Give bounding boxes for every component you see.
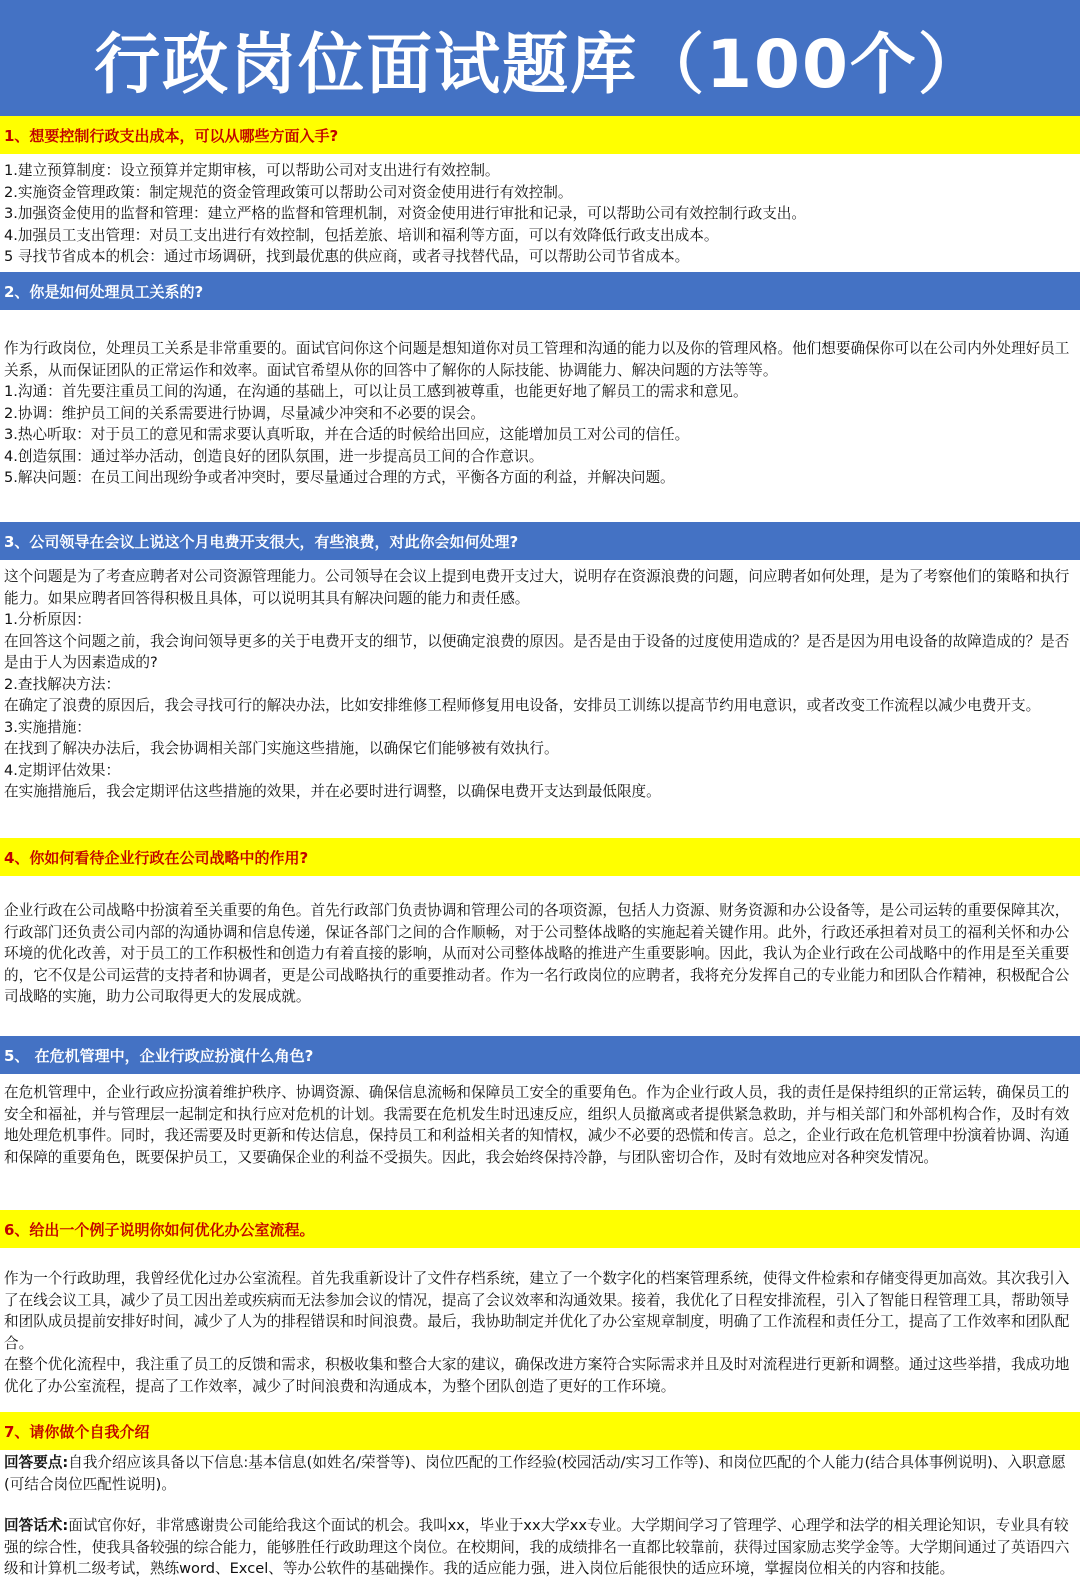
answer-line: 在整个优化流程中，我注重了员工的反馈和需求，积极收集和整合大家的建议，确保改进方案符合实际需求并且及时对流程进行更新和调整。通过这些举措，我成功地优化了办公室流程，提高了工作效率，减少了时间浪费和沟通成本，为整个团队创造了更好的工作环境。 [4,1356,1070,1395]
answer-line: 企业行政在公司战略中扮演着至关重要的角色。首先行政部门负责协调和管理公司的各项资源，包括人力资源、财务资源和办公设备等，是公司运转的重要保障其次，行政部门还负责公司内部的沟通协调和信息传递，保证各部门之间的合作顺畅，对于公司整体战略的实施起着关键作用。此外，行政还承担着对员工的福利关怀和办公环境的优化改善，对于员工的工作积极性和创造力有着直接的影响，从而对公司整体战略的推进产生重要影响。因此，我认为企业行政在公司战略中的作用是至关重要的，它不仅是公司运营的支持者和协调者，更是公司战略执行的重要推动者。作为一名行政岗位的应聘者，我将充分发挥自己的专业能力和团队合作精神，积极配合公司战略的实施，助力公司取得更大的发展成就。 [4,902,1070,1005]
script-text: 面试官你好，非常感谢贵公司能给我这个面试的机会。我叫xx，毕业于xx大学xx专业。大学期间学习了管理学、心理学和法学的相关理论知识，专业具有较强的综合性，使我具备较强的综合能力，能够胜任行政助理这个岗位。在校期间，我的成绩排名一直都比较靠前，获得过国家励志奖学金等。大学期间通过了英语四六级和计算机二级考试，熟练word、Excel、等办公软件的基础操作。我的适应能力强，进入岗位后能很快的适应环境，掌握岗位相关的内容和技能。 [4,1517,1070,1577]
answer-line: 1.分析原因： [4,611,91,628]
answer-line: 2.查找解决方法： [4,675,121,693]
title-banner [0,0,1080,116]
answer-script [4,1515,1076,1580]
answer-line: 1.建立预算制度：设立预算并定期审核，可以帮助公司对支出进行有效控制。 [4,162,500,179]
question-6: 6、给出一个例子说明你如何优化办公室流程。 [0,1210,1080,1248]
answer-line: 3.实施措施： [4,718,91,736]
answer-6 [0,1248,1080,1412]
answer-line: 4.创造氛围：通过举办活动，创造良好的团队氛围，进一步提高员工间的合作意识。 [4,447,544,465]
answer-line: 4.定期评估效果： [4,761,121,779]
answer-line: 2.协调：维护员工间的关系需要进行协调，尽量减少冲突和不必要的误会。 [4,404,485,422]
question-2: 2、你是如何处理员工关系的? [0,272,1080,310]
answer-line: 在危机管理中，企业行政应扮演着维护秩序、协调资源、确保信息流畅和保障员工安全的重要角色。作为企业行政人员，我的责任是保持组织的正常运转，确保员工的安全和福祉，并与管理层一起制定和执行应对危机的计划。我需要在危机发生时迅速反应，组织人员撤离或者提供紧急救助，并与相关部门和外部机构合作，及时有效地处理危机事件。同时，我还需要及时更新和传达信息，保持员工和利益相关者的知情权，减少不必要的恐慌和传言。总之，企业行政在危机管理中扮演着协调、沟通和保障的重要角色，既要保护员工，又要确保企业的利益不受损失。因此，我会始终保持冷静，与团队密切合作，及时有效地应对各种突发情况。 [4,1084,1070,1166]
question-5: 5、 在危机管理中，企业行政应扮演什么角色? [0,1036,1080,1074]
answer-points [4,1452,1076,1495]
answer-line: 3.加强资金使用的监督和管理：建立严格的监督和管理机制，对资金使用进行审批和记录，可以帮助公司有效控制行政支出。 [4,205,806,222]
script-label: 回答话术: [4,1517,69,1534]
answer-2 [0,310,1080,522]
points-label: 回答要点: [4,1454,69,1471]
answer-line: 4.加强员工支出管理：对员工支出进行有效控制，包括差旅、培训和福利等方面，可以有效降低行政支出成本。 [4,226,719,244]
answer-line: 2.实施资金管理政策：制定规范的资金管理政策可以帮助公司对资金使用进行有效控制。 [4,183,573,201]
answer-line: 在找到了解决办法后，我会协调相关部门实施这些措施，以确保它们能够被有效执行。 [4,740,559,757]
answer-4 [0,876,1080,1036]
answer-line: 作为一个行政助理，我曾经优化过办公室流程。首先我重新设计了文件存档系统，建立了一个数字化的档案管理系统，使得文件检索和存储变得更加高效。其次我引入了在线会议工具，减少了员工因出差或疾病而无法参加会议的情况，提高了会议效率和沟通效果。接着，我优化了日程安排流程，引入了智能日程管理工具，帮助领导和团队成员提前安排好时间，减少了人为的排程错误和时间浪费。最后，我协助制定并优化了办公室规章制度，明确了工作流程和责任分工，提高了工作效率和团队配合。 [4,1270,1070,1352]
answer-line: 在实施措施后，我会定期评估这些措施的效果，并在必要时进行调整，以确保电费开支达到最低限度。 [4,783,661,800]
points-text: 自我介绍应该具备以下信息:基本信息(如姓名/荣誉等)、岗位匹配的工作经验(校园活动/实习工作等)、和岗位匹配的个人能力(结合具体事例说明)、入职意愿(可结合岗位匹配性说明)。 [4,1454,1066,1493]
answer-7 [0,1450,1080,1580]
question-1: 1、想要控制行政支出成本，可以从哪些方面入手? [0,116,1080,154]
answer-1 [0,154,1080,272]
page-title: 行政岗位面试题库（100个） [94,25,986,103]
answer-line: 3.热心听取：对于员工的意见和需求要认真听取，并在合适的时候给出回应，这能增加员工对公司的信任。 [4,426,690,443]
question-3: 3、公司领导在会议上说这个月电费开支很大，有些浪费，对此你会如何处理? [0,522,1080,560]
answer-line: 这个问题是为了考查应聘者对公司资源管理能力。公司领导在会议上提到电费开支过大，说明存在资源浪费的问题，问应聘者如何处理，是为了考察他们的策略和执行能力。如果应聘者回答得积极且具体，可以说明其具有解决问题的能力和责任感。 [4,568,1070,607]
answer-line: 5 寻找节省成本的机会：通过市场调研，找到最优惠的供应商，或者寻找替代品，可以帮助公司节省成本。 [4,248,690,265]
answer-line: 作为行政岗位，处理员工关系是非常重要的。面试官问你这个问题是想知道你对员工管理和沟通的能力以及你的管理风格。他们想要确保你可以在公司内外处理好员工关系，从而保证团队的正常运作和效率。面试官希望从你的回答中了解你的人际技能、协调能力、解决问题的方法等等。 [4,340,1070,379]
answer-line: 在确定了浪费的原因后，我会寻找可行的解决办法，比如安排维修工程师修复用电设备，安排员工训练以提高节约用电意识，或者改变工作流程以减少电费开支。 [4,697,1041,714]
answer-5 [0,1074,1080,1210]
answer-line: 在回答这个问题之前，我会询问领导更多的关于电费开支的细节，以便确定浪费的原因。是否是由于设备的过度使用造成的？是否是因为用电设备的故障造成的？是否是由于人为因素造成的? [4,632,1070,671]
question-4: 4、你如何看待企业行政在公司战略中的作用? [0,838,1080,876]
answer-line: 5.解决问题：在员工间出现纷争或者冲突时，要尽量通过合理的方式，平衡各方面的利益，并解决问题。 [4,469,675,486]
answer-3 [0,560,1080,838]
answer-line: 1.沟通：首先要注重员工间的沟通，在沟通的基础上，可以让员工感到被尊重，也能更好地了解员工的需求和意见。 [4,383,748,400]
question-7: 7、请你做个自我介绍 [0,1412,1080,1450]
